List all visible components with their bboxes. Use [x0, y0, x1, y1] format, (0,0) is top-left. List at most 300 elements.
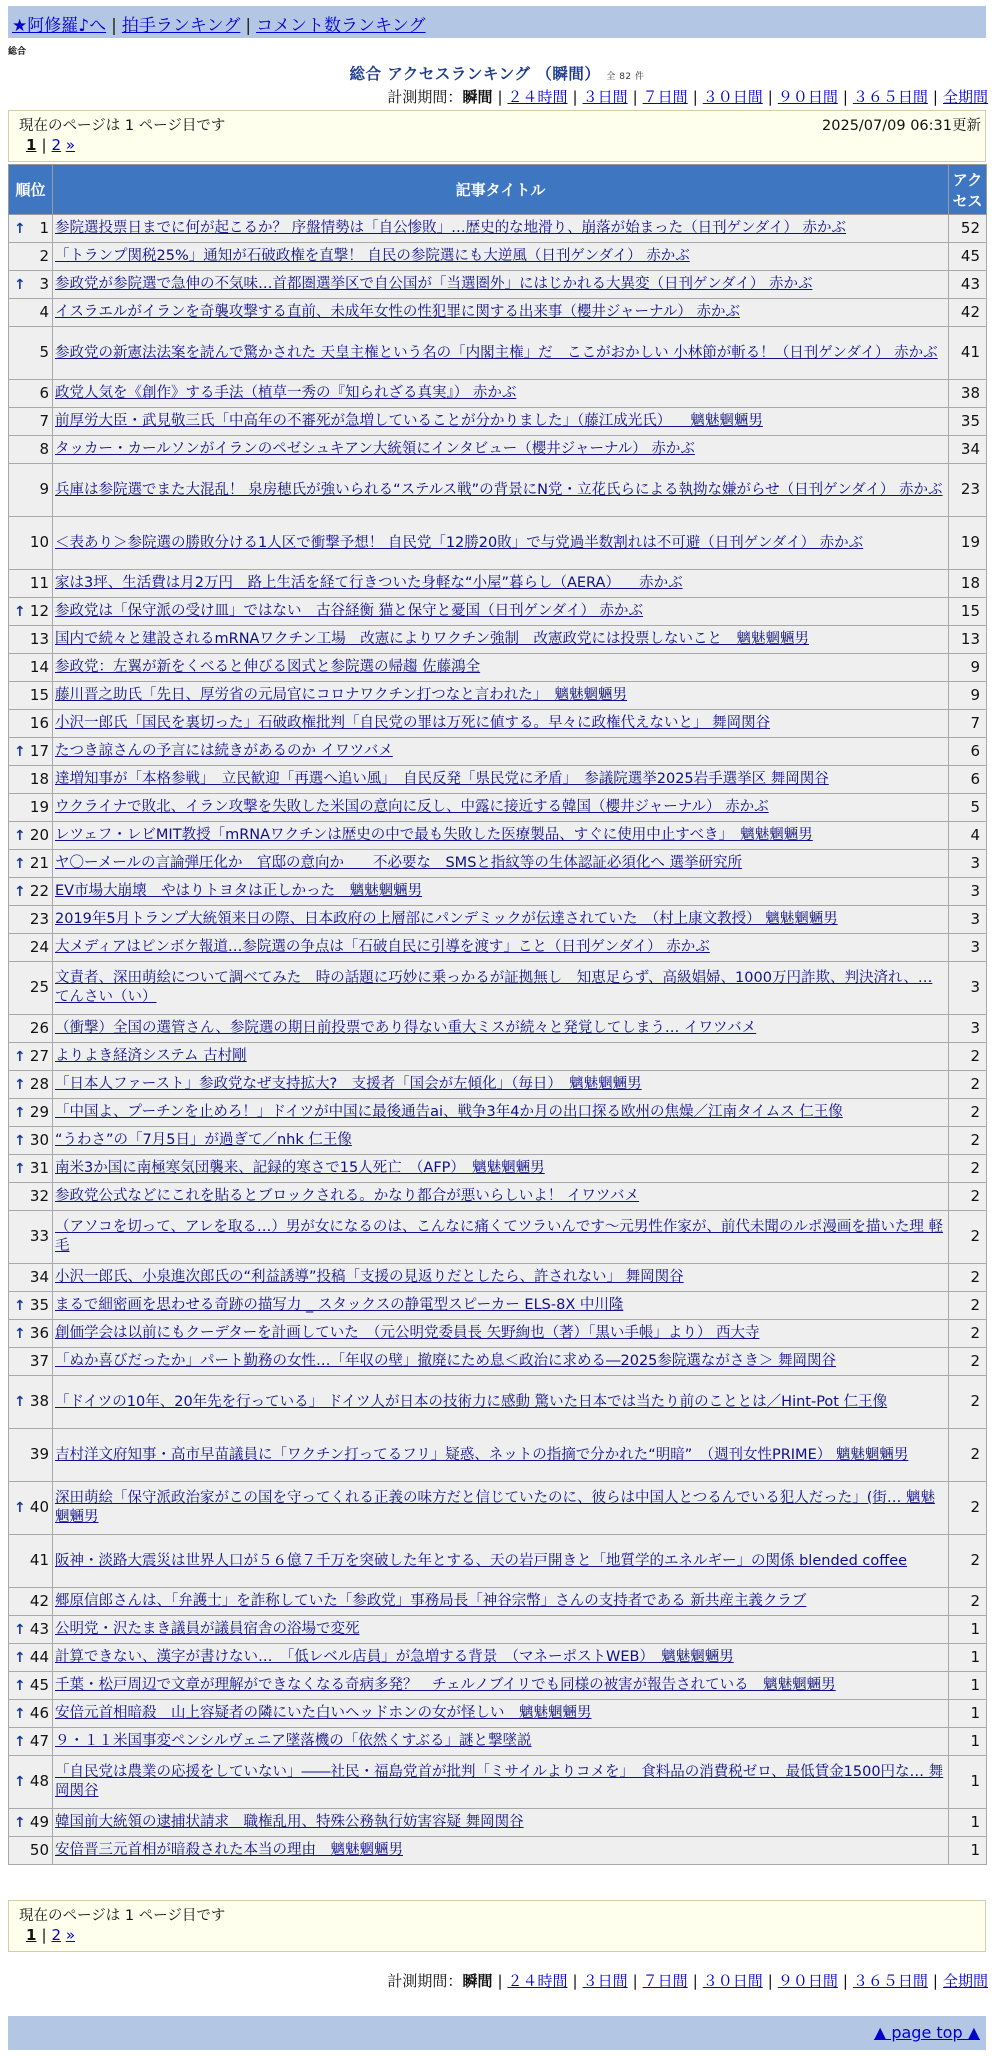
access-count: 9 — [949, 682, 987, 710]
rank-number: 19 — [29, 797, 49, 816]
title-cell — [53, 1756, 949, 1809]
rank-number: 23 — [29, 909, 49, 928]
period-link[interactable]: 全期間 — [942, 1972, 988, 1990]
rank-cell — [9, 1728, 53, 1756]
table-row — [9, 1071, 987, 1099]
access-count: 6 — [949, 766, 987, 794]
table-row — [9, 850, 987, 878]
rank-cell — [9, 682, 53, 710]
column-header-rank: 順位 — [9, 165, 53, 215]
article-link[interactable]: レツェフ・レビMIT教授「mRNAワクチンは歴史の中で最も失敗した医療製品、すぐに使用中止すべき」 魑魅魍魎男 — [55, 827, 813, 844]
rank-number: 3 — [39, 274, 49, 293]
rank-number: 25 — [29, 978, 49, 997]
article-link[interactable]: 大メディアはピンボケ報道…参院選の争点は「石破自民に引導を渡す」こと（日刊ゲンダイ） 赤かぶ — [55, 939, 710, 956]
rank-cell — [9, 299, 53, 327]
rank-number: 20 — [29, 825, 49, 844]
rank-cell — [9, 327, 53, 380]
table-row — [9, 626, 987, 654]
table-row — [9, 1588, 987, 1616]
table-row — [9, 738, 987, 766]
arrow-up-icon: ↑ — [14, 603, 26, 620]
access-count: 2 — [949, 1429, 987, 1482]
article-link[interactable]: 「日本人ファースト」参政党なぜ支持拡大? 支援者「国会が左傾化」（毎日） 魑魅魍魎男 — [55, 1076, 642, 1093]
table-row — [9, 710, 987, 738]
access-count: 2 — [949, 1099, 987, 1127]
page-info-text: 現在のページは 1 ページ目です — [19, 118, 226, 134]
pager-current-page: 1 — [26, 136, 37, 154]
table-row — [9, 878, 987, 906]
rank-number: 21 — [29, 853, 49, 872]
period-link[interactable]: ７日間 — [642, 1972, 688, 1990]
table-row — [9, 1320, 987, 1348]
arrow-up-icon: ↑ — [14, 1774, 26, 1790]
period-label: 計測期間： — [387, 88, 463, 106]
title-cell — [53, 408, 949, 436]
rank-cell — [9, 1043, 53, 1071]
rank-cell — [9, 271, 53, 299]
article-link[interactable]: タッカー・カールソンがイランのペゼシュキアン大統領にインタビュー（櫻井ジャーナル） 赤かぶ — [55, 441, 695, 458]
rank-number: 12 — [29, 601, 49, 620]
article-link[interactable]: 前厚労大臣・武見敬三氏「中高年の不審死が急増していることが分かりました」（藤江成光氏） 魑魅魍魎男 — [55, 413, 763, 430]
article-link[interactable]: 郷原信郎さんは、「弁護士」を詐称していた「参政党」事務局長「神谷宗幣」さんの支持者である 新共産主義クラブ — [55, 1593, 807, 1610]
access-count: 4 — [949, 822, 987, 850]
arrow-up-icon: ↑ — [14, 883, 26, 900]
arrow-up-icon: ↑ — [14, 743, 26, 760]
table-row — [9, 1155, 987, 1183]
table-row — [9, 1700, 987, 1728]
rank-number: 8 — [39, 439, 49, 458]
pager-page-2-link[interactable]: 2 — [51, 136, 62, 154]
rank-cell — [9, 408, 53, 436]
arrow-up-icon: ↑ — [14, 1104, 26, 1121]
rank-cell — [9, 243, 53, 271]
access-count: 43 — [949, 271, 987, 299]
access-count: 2 — [949, 1588, 987, 1616]
arrow-up-icon: ↑ — [14, 1048, 26, 1065]
title-cell — [53, 1535, 949, 1588]
period-separator: | — [692, 1972, 698, 1990]
table-row — [9, 1348, 987, 1376]
table-row — [9, 1809, 987, 1837]
access-count: 1 — [949, 1837, 987, 1865]
table-row — [9, 934, 987, 962]
title-cell — [53, 1320, 949, 1348]
article-link[interactable]: イスラエルがイランを奇襲攻撃する直前、未成年女性の性犯罪に関する出来事（櫻井ジャーナル） 赤かぶ — [55, 304, 740, 321]
article-link[interactable]: 韓国前大統領の逮捕状請求 職権乱用、特殊公務執行妨害容疑 舞岡関谷 — [55, 1814, 524, 1831]
rank-number: 48 — [29, 1772, 49, 1791]
rank-cell — [9, 794, 53, 822]
period-separator: | — [497, 1972, 503, 1990]
total-count: 全 82 件 — [606, 72, 645, 82]
arrow-up-icon: ↑ — [14, 220, 26, 237]
pager-current-page: 1 — [26, 1926, 37, 1944]
rank-cell — [9, 1127, 53, 1155]
rank-cell — [9, 1700, 53, 1728]
rank-cell — [9, 1264, 53, 1292]
access-count: 2 — [949, 1292, 987, 1320]
article-link[interactable]: ウクライナで敗北、イラン攻撃を失敗した米国の意向に反し、中露に接近する韓国（櫻井ジャーナル） 赤かぶ — [55, 799, 769, 816]
title-cell — [53, 436, 949, 464]
access-count: 41 — [949, 327, 987, 380]
title-cell — [53, 1429, 949, 1482]
pagination-bottom — [26, 1926, 75, 1944]
title-cell — [53, 1292, 949, 1320]
top-navigation-bar — [8, 6, 986, 38]
table-row — [9, 243, 987, 271]
title-cell — [53, 1071, 949, 1099]
article-link[interactable]: （アソコを切って、アレを取る…）男が女になるのは、こんなに痛くてツラいんです〜元男性作家が、前代未聞のルポ漫画を描いた理 軽毛 — [55, 1219, 943, 1254]
article-link[interactable]: 南米3か国に南極寒気団襲来、記録的寒さで15人死亡 （AFP） 魑魅魍魎男 — [55, 1160, 545, 1177]
article-link[interactable]: 阪神・淡路大震災は世界人口が５６億７千万を突破した年とする、天の岩戸開きと「地質学的エネルギー」の関係 blended coffee — [55, 1552, 908, 1569]
title-cell — [53, 934, 949, 962]
title-cell — [53, 654, 949, 682]
rank-cell — [9, 436, 53, 464]
title-cell — [53, 794, 949, 822]
table-row — [9, 682, 987, 710]
article-link[interactable]: 「中国よ、プーチンを止めろ！」ドイツが中国に最後通告ai、戦争3年4か月の出口探る欧州の焦燥／江南タイムス 仁王像 — [55, 1104, 843, 1121]
access-count: 23 — [949, 464, 987, 517]
rank-number: 15 — [29, 685, 49, 704]
title-cell — [53, 1588, 949, 1616]
rank-number: 2 — [39, 246, 49, 265]
rank-cell — [9, 1644, 53, 1672]
nav-separator: | — [245, 16, 252, 36]
article-link[interactable]: 安倍晋三元首相が暗殺された本当の理由 魑魅魍魎男 — [55, 1842, 403, 1859]
access-count: 1 — [949, 1700, 987, 1728]
rank-number: 45 — [29, 1675, 49, 1694]
page-info-text: 現在のページは 1 ページ目です — [19, 1908, 226, 1924]
article-link[interactable]: 小沢一郎氏、小泉進次郎氏の“利益誘導”投稿「支援の見返りだとしたら、許されない」 舞岡関谷 — [55, 1269, 684, 1286]
access-count: 2 — [949, 1155, 987, 1183]
article-link[interactable]: よりよき経済システム 古村剛 — [55, 1048, 247, 1065]
rank-number: 9 — [39, 480, 49, 499]
article-link[interactable]: 「トランプ関税25%」通知が石破政権を直撃！ 自民の参院選にも大逆風（日刊ゲンダイ） 赤かぶ — [55, 248, 690, 265]
table-row — [9, 327, 987, 380]
arrow-up-icon: ↑ — [14, 1394, 26, 1410]
title-cell — [53, 766, 949, 794]
title-cell — [53, 1015, 949, 1043]
table-row — [9, 598, 987, 626]
period-separator: | — [497, 88, 503, 106]
table-row — [9, 271, 987, 299]
article-link[interactable]: 千葉・松戸周辺で文章が理解ができなくなる奇病多発？ チェルノブイリでも同様の被害が報告されている 魑魅魍魎男 — [55, 1677, 836, 1694]
rank-cell — [9, 766, 53, 794]
article-link[interactable]: ＜表あり＞参院選の勝敗分ける1人区で衝撃予想！ 自民党「12勝20敗」で与党過半数割れは不可避（日刊ゲンダイ） 赤かぶ — [55, 534, 864, 551]
access-count: 1 — [949, 1672, 987, 1700]
rank-number: 36 — [29, 1323, 49, 1342]
article-link[interactable]: 参政党が参院選で急伸の不気味…首都圏選挙区で自公国が「当選圏外」にはじかれる大異変（日刊ゲンダイ） 赤かぶ — [55, 276, 813, 293]
rank-number: 5 — [39, 343, 49, 362]
rank-number: 33 — [29, 1227, 49, 1246]
arrow-up-icon: ↑ — [14, 1705, 26, 1722]
rank-cell — [9, 1588, 53, 1616]
table-row — [9, 215, 987, 243]
period-label: 計測期間： — [387, 1972, 463, 1990]
title-cell — [53, 271, 949, 299]
title-cell — [53, 878, 949, 906]
title-cell — [53, 1616, 949, 1644]
period-link[interactable]: ３６５日間 — [852, 1972, 928, 1990]
access-count: 3 — [949, 878, 987, 906]
access-count: 42 — [949, 299, 987, 327]
column-header-access: アクセス — [949, 165, 987, 215]
period-separator: | — [572, 88, 578, 106]
rank-cell — [9, 1015, 53, 1043]
article-link[interactable]: 参院選投票日までに何が起こるか？ 序盤情勢は「自公惨敗」…歴史的な地滑り、崩落が始まった（日刊ゲンダイ） 赤かぶ — [55, 220, 847, 237]
period-link[interactable]: ３日間 — [582, 88, 628, 106]
rank-cell — [9, 1535, 53, 1588]
article-link[interactable]: 家は3坪、生活費は月2万円 路上生活を経て行きついた身軽な“小屋”暮らし（AERA） 赤かぶ — [55, 575, 683, 592]
table-row — [9, 766, 987, 794]
article-link[interactable]: 深田萌絵「保守派政治家がこの国を守ってくれる正義の味方だと信じていたのに、彼らは中国人とつるんでいる犯人だった」(街… 魑魅魍魎男 — [55, 1490, 935, 1525]
nav-separator: | — [111, 16, 117, 36]
table-row — [9, 408, 987, 436]
access-count: 45 — [949, 243, 987, 271]
access-count: 1 — [949, 1756, 987, 1809]
pager-next-link[interactable]: » — [65, 136, 76, 154]
period-link[interactable]: ７日間 — [642, 88, 688, 106]
rank-cell — [9, 1211, 53, 1264]
table-row — [9, 1728, 987, 1756]
rank-cell — [9, 710, 53, 738]
rank-number: 17 — [29, 741, 49, 760]
period-link[interactable]: ３０日間 — [702, 88, 763, 106]
rank-cell — [9, 906, 53, 934]
table-row — [9, 1127, 987, 1155]
title-cell — [53, 1043, 949, 1071]
article-link[interactable]: 安倍元首相暗殺 山上容疑者の隣にいた白いヘッドホンの女が怪しい 魑魅魍魎男 — [55, 1705, 592, 1722]
article-link[interactable]: ヤ〇ーメールの言論弾圧化か 官邸の意向か 不必要な SMSと指紋等の生体認証必須化へ 選挙研究所 — [55, 855, 743, 872]
period-separator: | — [767, 1972, 773, 1990]
access-count: 13 — [949, 626, 987, 654]
article-link[interactable]: 2019年5月トランプ大統領来日の際、日本政府の上層部にパンデミックが伝達されていた （村上康文教授） 魑魅魍魎男 — [55, 911, 838, 928]
title-cell — [53, 1183, 949, 1211]
rank-cell — [9, 1616, 53, 1644]
title-cell — [53, 380, 949, 408]
rank-cell — [9, 517, 53, 570]
title-cell — [53, 299, 949, 327]
article-link[interactable]: 参政党：左翼が新をくべると伸びる図式と参院選の帰趨 佐藤鴻全 — [55, 659, 481, 676]
title-cell — [53, 1644, 949, 1672]
rank-cell — [9, 962, 53, 1015]
article-link[interactable]: 吉村洋文府知事・高市早苗議員に「ワクチン打ってるフリ」疑惑、ネットの指摘で分かれた“明暗” （週刊女性PRIME） 魑魅魍魎男 — [55, 1446, 909, 1463]
period-link[interactable]: ２４時間 — [507, 88, 568, 106]
rank-number: 47 — [29, 1731, 49, 1750]
rank-cell — [9, 878, 53, 906]
article-link[interactable]: （衝撃）全国の選管さん、参院選の期日前投票であり得ない重大ミスが続々と発覚してしまう… イワツバメ — [55, 1020, 757, 1037]
period-link[interactable]: ９０日間 — [777, 88, 838, 106]
title-cell — [53, 738, 949, 766]
rank-cell — [9, 1320, 53, 1348]
article-link[interactable]: 「ぬか喜びだったか」パート勤務の女性…「年収の壁」撤廃にため息＜政治に求める―2025参院選ながさき＞ 舞岡関谷 — [55, 1353, 837, 1370]
rank-cell — [9, 1348, 53, 1376]
article-link[interactable]: ９・１１米国事変ペンシルヴェニア墜落機の「依然くすぶる」謎と撃墜説 — [55, 1733, 532, 1750]
period-link[interactable]: ３０日間 — [702, 1972, 763, 1990]
article-link[interactable]: 政党人気を《創作》する手法（植草一秀の『知られざる真実』） 赤かぶ — [55, 385, 517, 402]
title-cell — [53, 570, 949, 598]
rank-number: 14 — [29, 657, 49, 676]
rank-number: 32 — [29, 1186, 49, 1205]
page-top-link[interactable]: ▲ page top ▲ — [873, 2023, 980, 2042]
period-link[interactable]: ３日間 — [582, 1972, 628, 1990]
table-row — [9, 906, 987, 934]
rank-cell — [9, 1482, 53, 1535]
rank-cell — [9, 1099, 53, 1127]
home-link[interactable]: ★阿修羅♪へ — [12, 16, 107, 36]
rank-number: 42 — [29, 1591, 49, 1610]
access-count: 2 — [949, 1376, 987, 1429]
period-separator: | — [842, 88, 848, 106]
table-row — [9, 1292, 987, 1320]
article-link[interactable]: 藤川晋之助氏「先日、厚労省の元局官にコロナワクチン打つなと言われた」 魑魅魍魎男 — [55, 687, 628, 704]
rank-number: 16 — [29, 713, 49, 732]
period-current: 瞬間 — [462, 1972, 493, 1990]
table-row — [9, 962, 987, 1015]
rank-number: 31 — [29, 1158, 49, 1177]
title-cell — [53, 327, 949, 380]
article-link[interactable]: 達増知事が「本格参戦」 立民歓迎「再選へ追い風」 自民反発「県民党に矛盾」 参議院選挙2025岩手選挙区 舞岡関谷 — [55, 771, 829, 788]
article-link[interactable]: 参政党の新憲法法案を読んで驚かされた 天皇主権という名の「内閣主権」だ ここがおかしい 小林節が斬る！（日刊ゲンダイ） 赤かぶ — [55, 344, 938, 361]
article-link[interactable]: まるで細密画を思わせる奇跡の描写力 _ スタックスの静電型スピーカー ELS-8X 中川隆 — [55, 1297, 624, 1314]
rank-number: 10 — [29, 533, 49, 552]
period-link[interactable]: ２４時間 — [507, 1972, 568, 1990]
pager-next-link[interactable]: » — [65, 1926, 76, 1944]
title-cell — [53, 1728, 949, 1756]
article-link[interactable]: 兵庫は参院選でまた大混乱！ 泉房穂氏が強いられる“ステルス戦”の背景にN党・立花氏らによる執拗な嫌がらせ（日刊ゲンダイ） 赤かぶ — [55, 481, 943, 498]
rank-number: 39 — [29, 1445, 49, 1464]
access-count: 2 — [949, 1043, 987, 1071]
pager-page-2-link[interactable]: 2 — [51, 1926, 62, 1944]
category-label: 総合 — [8, 47, 27, 57]
access-count: 52 — [949, 215, 987, 243]
access-count: 3 — [949, 850, 987, 878]
rank-number: 11 — [29, 573, 49, 592]
access-count: 3 — [949, 906, 987, 934]
title-cell — [53, 1127, 949, 1155]
access-count: 18 — [949, 570, 987, 598]
updated-timestamp: 2025/07/09 06:31更新 — [822, 118, 981, 134]
rank-number: 34 — [29, 1267, 49, 1286]
table-row — [9, 1211, 987, 1264]
rank-number: 18 — [29, 769, 49, 788]
rank-cell — [9, 626, 53, 654]
rank-number: 49 — [29, 1812, 49, 1831]
arrow-up-icon: ↑ — [14, 1297, 26, 1314]
rank-cell — [9, 1429, 53, 1482]
rank-number: 40 — [29, 1498, 49, 1517]
title-cell — [53, 1837, 949, 1865]
arrow-up-icon: ↑ — [14, 276, 26, 293]
table-row — [9, 1837, 987, 1865]
article-link[interactable]: 文責者、深田萌絵について調べてみた 時の話題に巧妙に乗っかるが証拠無し 知恵足らず、高級娼婦、1000万円詐欺、判決済れ、… てんさい（い） — [55, 970, 933, 1005]
article-link[interactable]: 創価学会は以前にもクーデターを計画していた （元公明党委員長 矢野絢也（著）「黒い手帳」より） 西大寺 — [55, 1325, 760, 1342]
column-header-title: 記事タイトル — [53, 165, 949, 215]
rank-cell — [9, 822, 53, 850]
article-link[interactable]: 「ドイツの10年、20年先を行っている」 ドイツ人が日本の技術力に感動 驚いた日本では当たり前のこととは／Hint-Pot 仁王像 — [55, 1393, 888, 1410]
article-link[interactable]: 国内で続々と建設されるmRNAワクチン工場 改憲によりワクチン強制 改憲政党には投票しないこと 魑魅魍魎男 — [55, 631, 810, 648]
table-row — [9, 654, 987, 682]
rank-number: 29 — [29, 1102, 49, 1121]
table-row — [9, 1756, 987, 1809]
period-current: 瞬間 — [462, 88, 493, 106]
access-count: 9 — [949, 654, 987, 682]
article-link[interactable]: 「自民党は農業の応援をしていない」――社民・福島党首が批判「ミサイルよりコメを」 食料品の消費税ゼロ、最低賃金1500円な… 舞岡関谷 — [55, 1764, 944, 1799]
title-cell — [53, 1672, 949, 1700]
page-info-box-top — [8, 110, 986, 162]
title-cell — [53, 962, 949, 1015]
period-separator: | — [932, 1972, 938, 1990]
table-row — [9, 464, 987, 517]
ranking-table — [8, 164, 987, 1865]
access-count: 1 — [949, 1728, 987, 1756]
rank-cell — [9, 1376, 53, 1429]
title-cell — [53, 243, 949, 271]
page-title: 総合 アクセスランキング （瞬間） — [349, 65, 601, 83]
arrow-up-icon: ↑ — [14, 1621, 26, 1638]
table-row — [9, 1644, 987, 1672]
table-row — [9, 436, 987, 464]
rank-number: 44 — [29, 1647, 49, 1666]
article-link[interactable]: “うわさ”の「7月5日」が過ぎて／nhk 仁王像 — [55, 1132, 352, 1149]
rank-cell — [9, 464, 53, 517]
access-count: 2 — [949, 1320, 987, 1348]
arrow-up-icon: ↑ — [14, 1500, 26, 1516]
rank-number: 28 — [29, 1074, 49, 1093]
rank-cell — [9, 1756, 53, 1809]
access-count: 3 — [949, 1015, 987, 1043]
title-cell — [53, 682, 949, 710]
rank-cell — [9, 1071, 53, 1099]
article-link[interactable]: 参政党は「保守派の受け皿」ではない 古谷経衡 猫と保守と憂国（日刊ゲンダイ） 赤かぶ — [55, 603, 644, 620]
rank-cell — [9, 1292, 53, 1320]
title-cell — [53, 1099, 949, 1127]
rank-number: 24 — [29, 937, 49, 956]
rank-cell — [9, 654, 53, 682]
applause-ranking-link[interactable]: 拍手ランキング — [121, 16, 241, 36]
table-row — [9, 1099, 987, 1127]
title-cell — [53, 517, 949, 570]
article-link[interactable]: たつき諒さんの予言には続きがあるのか イワツバメ — [55, 743, 393, 760]
access-count: 19 — [949, 517, 987, 570]
page-title-block — [0, 62, 994, 84]
rank-cell — [9, 850, 53, 878]
title-cell — [53, 1376, 949, 1429]
article-link[interactable]: 参政党公式などにこれを貼るとブロックされる。かなり都合が悪いらしいよ！ イワツバメ — [55, 1188, 640, 1205]
access-count: 34 — [949, 436, 987, 464]
rank-number: 7 — [39, 411, 49, 430]
table-row — [9, 517, 987, 570]
article-link[interactable]: 公明党・沢たまき議員が議員宿舎の浴場で変死 — [55, 1621, 360, 1638]
title-cell — [53, 710, 949, 738]
article-link[interactable]: EV市場大崩壊 やはりトヨタは正しかった 魑魅魍魎男 — [55, 883, 423, 900]
title-cell — [53, 215, 949, 243]
rank-number: 26 — [29, 1018, 49, 1037]
table-row — [9, 1183, 987, 1211]
rank-number: 46 — [29, 1703, 49, 1722]
period-link[interactable]: ３６５日間 — [852, 88, 928, 106]
comment-ranking-link[interactable]: コメント数ランキング — [256, 16, 426, 36]
access-count: 6 — [949, 738, 987, 766]
access-count: 1 — [949, 1809, 987, 1837]
period-link[interactable]: ９０日間 — [777, 1972, 838, 1990]
article-link[interactable]: 計算できない、漢字が書けない… 「低レベル店員」が急増する背景 （マネーポストWEB） 魑魅魍魎男 — [55, 1649, 734, 1666]
rank-cell — [9, 1183, 53, 1211]
access-count: 2 — [949, 1535, 987, 1588]
article-link[interactable]: 小沢一郎氏「国民を裏切った」石破政権批判「自民党の罪は万死に値する。早々に政権代えないと」 舞岡関谷 — [55, 715, 771, 732]
period-link[interactable]: 全期間 — [942, 88, 988, 106]
rank-number: 37 — [29, 1351, 49, 1370]
title-cell — [53, 1155, 949, 1183]
